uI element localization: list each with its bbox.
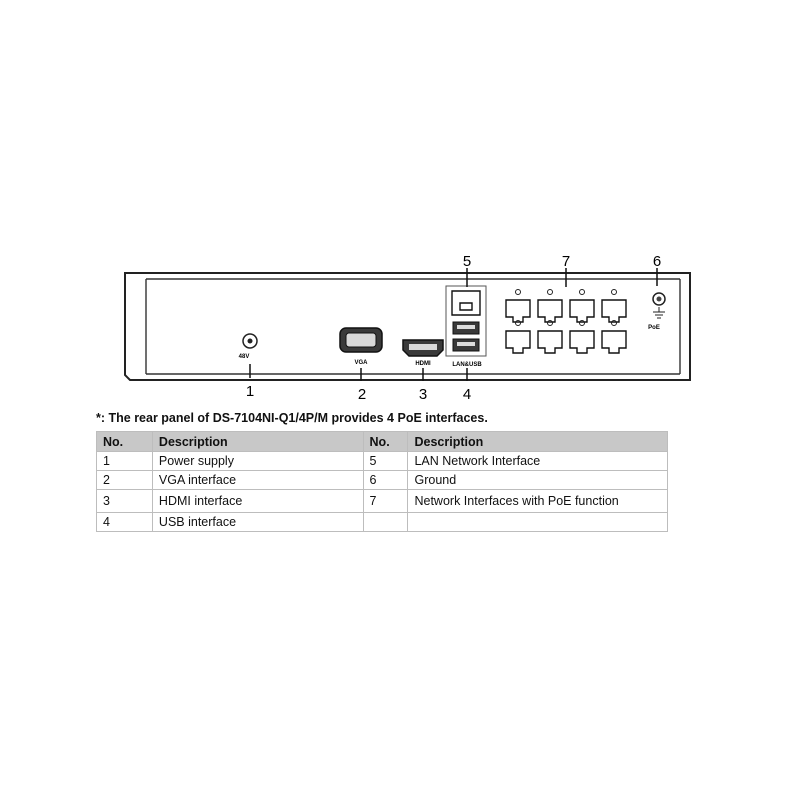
lan-usb-block bbox=[446, 286, 486, 368]
header-description-left: Description bbox=[152, 432, 363, 452]
port-led-icon bbox=[580, 290, 585, 295]
cell-description: HDMI interface bbox=[152, 490, 363, 513]
ground-terminal bbox=[648, 293, 665, 331]
port-led-icon bbox=[612, 290, 617, 295]
port-led-icon bbox=[548, 290, 553, 295]
cell-no: 6 bbox=[363, 471, 408, 490]
power-port-label: 48V bbox=[238, 354, 250, 360]
poe-port-group bbox=[506, 290, 626, 354]
cell-description bbox=[408, 513, 668, 532]
cell-no: 7 bbox=[363, 490, 408, 513]
hdmi-port-label: HDMI bbox=[415, 361, 431, 367]
description-table bbox=[96, 431, 668, 532]
table-row bbox=[97, 513, 668, 532]
poe-network-port bbox=[506, 290, 530, 323]
rj45-port-icon bbox=[506, 331, 530, 353]
callout-2: 2 bbox=[357, 386, 367, 403]
poe-network-port bbox=[570, 290, 594, 323]
poe-network-port bbox=[506, 321, 530, 354]
cell-no: 5 bbox=[363, 452, 408, 471]
cell-description: Ground bbox=[408, 471, 668, 490]
cell-description: USB interface bbox=[152, 513, 363, 532]
header-description-right: Description bbox=[408, 432, 668, 452]
rj45-port-icon bbox=[602, 300, 626, 322]
table-row bbox=[97, 490, 668, 513]
vga-connector bbox=[340, 328, 382, 366]
cell-no: 1 bbox=[97, 452, 153, 471]
rj45-port-icon bbox=[602, 331, 626, 353]
rj45-port-icon bbox=[538, 300, 562, 322]
callout-6: 6 bbox=[652, 253, 662, 270]
callout-5: 5 bbox=[462, 253, 472, 270]
power-connector bbox=[239, 334, 257, 360]
callout-4: 4 bbox=[462, 386, 472, 403]
hdmi-connector bbox=[403, 340, 443, 367]
cell-description: Network Interfaces with PoE function bbox=[408, 490, 668, 513]
callout-1: 1 bbox=[245, 383, 255, 400]
cell-description: LAN Network Interface bbox=[408, 452, 668, 471]
cell-no: 4 bbox=[97, 513, 153, 532]
cell-description: Power supply bbox=[152, 452, 363, 471]
rj45-port-icon bbox=[506, 300, 530, 322]
poe-network-port bbox=[602, 290, 626, 323]
lan-usb-port-label: LAN&USB bbox=[452, 362, 482, 368]
vga-port-label: VGA bbox=[354, 360, 368, 366]
poe-network-port bbox=[602, 321, 626, 354]
rj45-port-icon bbox=[538, 331, 562, 353]
cell-no bbox=[363, 513, 408, 532]
cell-no: 2 bbox=[97, 471, 153, 490]
header-no-left: No. bbox=[97, 432, 153, 452]
poe-network-port bbox=[570, 321, 594, 354]
cell-no: 3 bbox=[97, 490, 153, 513]
table-header-row bbox=[97, 432, 668, 452]
cell-description: VGA interface bbox=[152, 471, 363, 490]
rj45-port-icon bbox=[570, 300, 594, 322]
table-row bbox=[97, 471, 668, 490]
chassis-outline bbox=[125, 273, 690, 380]
lan-port bbox=[452, 291, 480, 315]
poe-label: PoE bbox=[648, 325, 660, 331]
rear-panel-note: *: The rear panel of DS-7104NI-Q1/4P/M provides 4 PoE interfaces. bbox=[96, 411, 488, 425]
poe-network-port bbox=[538, 290, 562, 323]
port-led-icon bbox=[516, 290, 521, 295]
poe-network-port bbox=[538, 321, 562, 354]
chassis-inner-edge bbox=[146, 279, 680, 374]
header-no-right: No. bbox=[363, 432, 408, 452]
callout-7: 7 bbox=[561, 253, 571, 270]
ground-icon bbox=[653, 307, 665, 318]
table-row bbox=[97, 452, 668, 471]
rj45-port-icon bbox=[570, 331, 594, 353]
callout-3: 3 bbox=[418, 386, 428, 403]
